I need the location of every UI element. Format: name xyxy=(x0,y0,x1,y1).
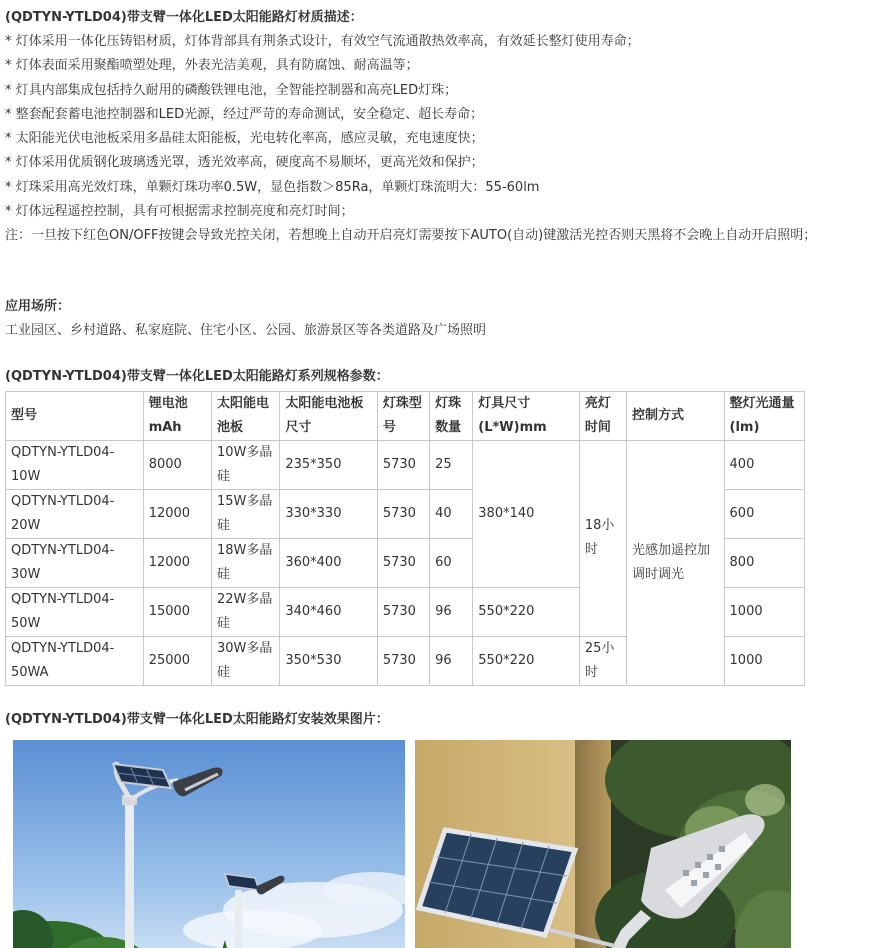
lamp-closeup-image xyxy=(415,740,791,948)
cell-lumen: 800 xyxy=(724,538,804,587)
cell-led-count: 96 xyxy=(430,636,473,685)
cell-panel-size: 330*330 xyxy=(280,489,377,538)
header-cell: 锂电池mAh xyxy=(143,391,211,440)
material-list xyxy=(5,30,877,249)
material-item: * 灯体表面采用聚酯喷塑处理，外表光洁美观，具有防腐蚀、耐高温等； xyxy=(5,58,419,74)
material-item: * 灯具内部集成包括持久耐用的磷酸铁锂电池，全智能控制器和高亮LED灯珠； xyxy=(5,82,458,98)
photo-gallery xyxy=(5,740,877,948)
cell-battery: 12000 xyxy=(143,489,211,538)
header-cell: 型号 xyxy=(6,391,144,440)
cell-lamp-size: 550*220 xyxy=(473,587,580,636)
cell-led-model: 5730 xyxy=(377,489,429,538)
header-cell: 灯珠数量 xyxy=(430,391,473,440)
cell-lumen: 400 xyxy=(724,440,804,489)
table-header-row xyxy=(6,391,805,440)
cell-battery: 12000 xyxy=(143,538,211,587)
cell-panel-size: 235*350 xyxy=(280,440,377,489)
cell-led-model: 5730 xyxy=(377,636,429,685)
cell-lumen: 1000 xyxy=(724,636,804,685)
cell-panel: 18W多晶硅 xyxy=(212,538,280,587)
install-photo-closeup xyxy=(415,740,791,948)
cell-led-model: 5730 xyxy=(377,440,429,489)
header-cell: 控制方式 xyxy=(627,391,724,440)
cell-model: QDTYN-YTLD04-50W xyxy=(6,587,144,636)
header-cell: 太阳能电池板尺寸 xyxy=(280,391,377,440)
cell-panel: 10W多晶硅 xyxy=(212,440,280,489)
cell-lamp-size: 380*140 xyxy=(473,440,580,587)
header-cell: 灯具尺寸(L*W)mm xyxy=(473,391,580,440)
cell-model: QDTYN-YTLD04-20W xyxy=(6,489,144,538)
cell-led-count: 25 xyxy=(430,440,473,489)
material-item: * 整套配套蓄电池控制器和LED光源，经过严苛的寿命测试，安全稳定、超长寿命； xyxy=(5,106,484,122)
cell-lumen: 1000 xyxy=(724,587,804,636)
cell-model: QDTYN-YTLD04-50WA xyxy=(6,636,144,685)
cell-panel: 30W多晶硅 xyxy=(212,636,280,685)
cell-led-count: 60 xyxy=(430,538,473,587)
cell-model: QDTYN-YTLD04-30W xyxy=(6,538,144,587)
specs-title: (QDTYN-YTLD04)带支臂一体化LED太阳能路灯系列规格参数： xyxy=(5,368,389,384)
material-item: * 灯体远程遥控控制，具有可根据需求控制亮度和亮灯时间； xyxy=(5,204,354,220)
header-cell: 亮灯时间 xyxy=(579,391,626,440)
cell-lumen: 600 xyxy=(724,489,804,538)
cell-panel-size: 360*400 xyxy=(280,538,377,587)
header-cell: 灯珠型号 xyxy=(377,391,429,440)
cell-battery: 8000 xyxy=(143,440,211,489)
cell-panel-size: 340*460 xyxy=(280,587,377,636)
cell-led-model: 5730 xyxy=(377,587,429,636)
cell-battery: 15000 xyxy=(143,587,211,636)
material-item: * 灯珠采用高光效灯珠，单颗灯珠功率0.5W，显色指数＞85Ra，单颗灯珠流明大：55-60lm xyxy=(5,179,540,195)
cell-control: 光感加遥控加调时调光 xyxy=(627,440,724,685)
cell-battery: 25000 xyxy=(143,636,211,685)
material-title: (QDTYN-YTLD04)带支臂一体化LED太阳能路灯材质描述： xyxy=(5,10,363,25)
cell-panel-size: 350*530 xyxy=(280,636,377,685)
specs-table xyxy=(5,391,805,686)
material-item: * 灯体采用一体化压铸铝材质，灯体背部具有荆条式设计，有效空气流通散热效率高，有效延长整灯使用寿命； xyxy=(5,34,640,49)
cell-panel: 22W多晶硅 xyxy=(212,587,280,636)
header-cell: 整灯光通量(lm) xyxy=(724,391,804,440)
photos-title: (QDTYN-YTLD04)带支臂一体化LED太阳能路灯安装效果图片： xyxy=(5,711,389,727)
table-row xyxy=(6,440,805,489)
material-item: * 灯体采用优质钢化玻璃透光罩，透光效率高，硬度高不易顺坏，更高光效和保护； xyxy=(5,155,484,171)
install-photo-street xyxy=(13,740,405,948)
cell-led-model: 5730 xyxy=(377,538,429,587)
header-cell: 太阳能电池板 xyxy=(212,391,280,440)
cell-panel: 15W多晶硅 xyxy=(212,489,280,538)
article xyxy=(5,6,877,948)
cell-lamp-size: 550*220 xyxy=(473,636,580,685)
application-title: 应用场所： xyxy=(5,298,71,314)
cell-led-count: 40 xyxy=(430,489,473,538)
cell-light-time: 18小时 xyxy=(579,440,626,636)
cell-led-count: 96 xyxy=(430,587,473,636)
cell-light-time: 25小时 xyxy=(579,636,626,685)
street-lamp-image xyxy=(13,740,405,948)
cell-model: QDTYN-YTLD04-10W xyxy=(6,440,144,489)
material-note: 注：一旦按下红色ON/OFF按键会导致光控关闭，若想晚上自动开启亮灯需要按下AUTO(自动)键激活光控否则天黑将不会晚上自动开启照明； xyxy=(5,228,817,244)
application-text: 工业园区、乡村道路、私家庭院、住宅小区、公园、旅游景区等各类道路及广场照明 xyxy=(5,322,487,338)
material-item: * 太阳能光伏电池板采用多晶硅太阳能板，光电转化率高，感应灵敏，充电速度快； xyxy=(5,131,484,147)
